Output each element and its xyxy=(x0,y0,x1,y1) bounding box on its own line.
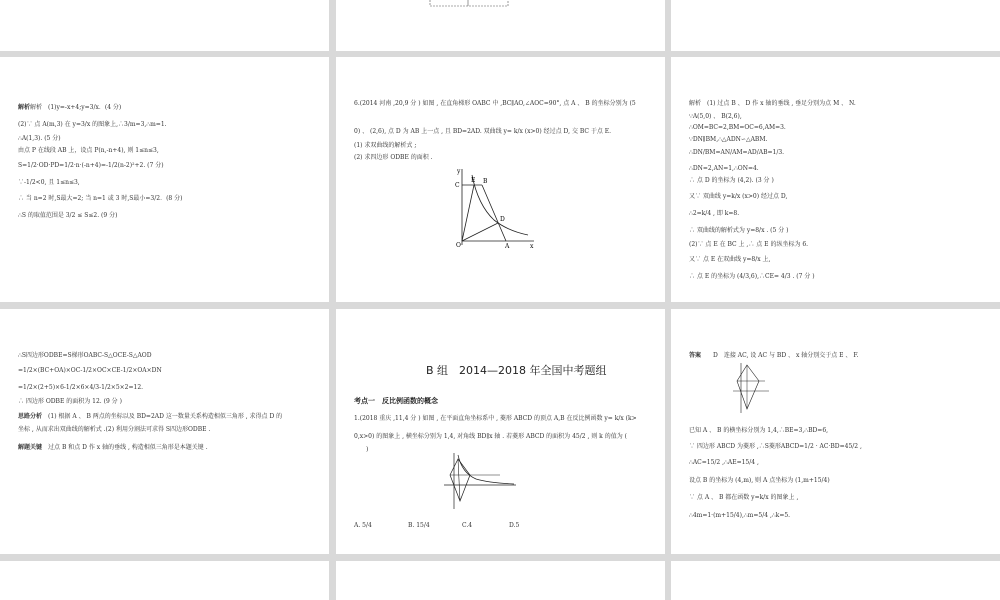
slide-top-center xyxy=(336,0,665,51)
slide-solution-problem-6-part-2 xyxy=(0,309,329,554)
trapezoid-hyperbola-figure xyxy=(448,165,538,250)
analysis-line: 坐标 , 从而求出双曲线的解析式 .(2) 利用分割法可求得 S四边形ODBE . xyxy=(18,426,211,433)
slide-top-right xyxy=(671,0,1000,51)
solution-line: ∴ 双曲线的解析式为 y=8/x . (5 分 ) xyxy=(689,227,789,234)
key-point-line: 解题关键 过点 B 和点 D 作 x 轴的垂线 , 构造相似三角形是本题关键 . xyxy=(18,444,208,451)
slide-bottom-right xyxy=(671,561,1000,600)
slide-answer-problem-1 xyxy=(671,309,1000,554)
problem-line: 1.(2018 重庆 ,11,4 分 ) 如图 , 在平面直角坐标系中 , 菱形 ABCD 的顶点 A,B 在反比例函数 y= k/x (k> xyxy=(354,415,637,422)
solution-line: ∴A(1,3). (5 分) xyxy=(18,135,61,142)
solution-line: (2)∵ 点 E 在 BC 上 ,∴ 点 E 的纵坐标为 6. xyxy=(689,241,809,248)
solution-line: ∴DN=2,AN=1,∴ON=4. xyxy=(689,165,759,172)
solution-line: 由点 P 在线段 AB 上，设点 P(n,-n+4), 则 1≤n≤3, xyxy=(18,147,159,154)
solution-line: =1/2×(2+5)×6-1/2×6×4/3-1/2×5×2=12. xyxy=(18,384,144,391)
figure-label-c: C xyxy=(455,182,460,189)
slide-solution-part-2 xyxy=(0,57,329,302)
solution-line: ∴DN/BM=AN/AM=AD/AB=1/3. xyxy=(689,149,785,156)
solution-line: 解析 (1) 过点 B 、 D 作 x 轴的垂线 , 垂足分别为点 M 、 N. xyxy=(689,100,856,107)
rhombus-hyperbola-figure xyxy=(440,451,520,511)
solution-line: ∴ 当 n=2 时,S最大=2; 当 n=1 或 3 时,S最小=3/2．(8 分) xyxy=(18,195,183,202)
solution-line: ∴S 的取值范围是 3/2 ≤ S≤2. (9 分) xyxy=(18,212,118,219)
solution-line: ∴S四边形ODBE=S梯形OABC-S△OCE-S△AOD xyxy=(18,352,152,359)
figure-label-o: O xyxy=(456,242,461,249)
figure-label-x: x xyxy=(530,243,534,250)
answer-line: 答案 D 连接 AC, 设 AC 与 BD 、 x 轴分别交于点 E 、 F. xyxy=(689,352,859,359)
analysis-line: 思路分析 (1) 根据 A 、 B 两点的坐标以及 BD=2AD 这一数量关系构造相似三角形 , 求得点 D 的 xyxy=(18,413,283,420)
problem-line: (2) 求四边形 ODBE 的面积 . xyxy=(354,154,433,161)
slide-problem-6 xyxy=(336,57,665,302)
solution-line: 又∵ 点 E 在双曲线 y=8/x 上, xyxy=(689,256,771,263)
problem-line: 6.(2014 河南 ,20,9 分 ) 如图 , 在直角梯形 OABC 中 ,BC∥AO,∠AOC=90°, 点 A 、 B 的坐标分别为 (5 xyxy=(354,100,636,107)
solution-line: ∴ 点 E 的坐标为 (4/3,6),∴CE= 4/3 . (7 分 ) xyxy=(689,273,815,280)
option-b: B. 15/4 xyxy=(408,522,430,529)
figure-label-y: y xyxy=(457,168,461,175)
problem-line: (1) 求双曲线的解析式 ; xyxy=(354,142,417,149)
option-d: D.5 xyxy=(509,522,520,529)
solution-line: ∵ 点 A 、 B 都在函数 y=k/x 的图象上 , xyxy=(689,494,799,501)
option-c: C.4 xyxy=(462,522,473,529)
slide-group-b-problem-1 xyxy=(336,309,665,554)
option-a: A. 5/4 xyxy=(354,522,372,529)
slide-top-left xyxy=(0,0,329,51)
problem-line: ) xyxy=(366,446,369,453)
solution-line: ∴ 点 D 的坐标为 (4,2). (3 分 ) xyxy=(689,177,774,184)
solution-line: ∴AC=15/2 ,∴AE=15/4 , xyxy=(689,459,759,466)
solution-line: ∴4m=1·(m+15/4),∴m=5/4 ,∴k=5. xyxy=(689,512,791,519)
solution-line: =1/2×(BC+OA)×OC-1/2×OC×CE-1/2×OA×DN xyxy=(18,367,162,374)
solution-line: ∵ 四边形 ABCD 为菱形 ,∴S菱形ABCD=1/2 · AC·BD=45/2 , xyxy=(689,443,862,450)
figure-label-a: A xyxy=(505,243,510,250)
solution-line: ∴ 四边形 ODBE 的面积为 12. (9 分 ) xyxy=(18,398,122,405)
slide-solution-problem-6 xyxy=(671,57,1000,302)
figure-label-b: B xyxy=(483,178,488,185)
knowledge-point-heading: 考点一 反比例函数的概念 xyxy=(354,397,438,405)
solution-line: 设点 B 的坐标为 (4,m), 则 A 点坐标为 (1,m+15/4) xyxy=(689,477,830,484)
solution-line: 已知 A 、 B 的横坐标分别为 1,4,∴BE=3,∴BD=6, xyxy=(689,427,829,434)
solution-line: ∴2=k/4 , 即 k=8. xyxy=(689,210,740,217)
solution-line: 又∵ 双曲线 y=k/x (x>0) 经过点 D, xyxy=(689,193,788,200)
solution-line: (2)∵ 点 A(m,3) 在 y=3/x 的图象上,∴3/m=3,∴m=1. xyxy=(18,121,167,128)
solution-line: ∵A(5,0) 、 B(2,6), xyxy=(689,113,742,120)
solution-line: ∵-1/2<0, 且 1≤n≤3, xyxy=(18,179,80,186)
problem-line: 0) 、 (2,6), 点 D 为 AB 上一点 , 且 BD=2AD. 双曲线 y= k/x (x>0) 经过点 D, 交 BC 于点 E. xyxy=(354,128,612,135)
problem-line: 0,x>0) 的图象上 , 横坐标分别为 1,4, 对角线 BD∥x 轴 . 若菱形 ABCD 的面积为 45/2 , 则 k 的值为 ( xyxy=(354,433,627,440)
solution-line: ∵DN∥BM,∴△ADN∽△ABM. xyxy=(689,136,768,143)
solution-line: ∴OM=BC=2,BM=OC=6,AM=3. xyxy=(689,124,786,131)
group-title: B 组 2014—2018 年全国中考题组 xyxy=(426,364,607,377)
rhombus-diagonal-figure xyxy=(731,361,771,416)
slide-bottom-center xyxy=(336,561,665,600)
slide-bottom-left xyxy=(0,561,329,600)
solution-line: S=1/2·OD·PD=1/2·n·(-n+4)=-1/2(n-2)²+2. (7 分) xyxy=(18,162,164,169)
figure-label-d: D xyxy=(500,216,505,223)
figure-label-e: E xyxy=(471,177,476,184)
solution-line: 解析解析 (1)y=-x+4;y=3/x．(4 分) xyxy=(18,104,122,111)
grid-figure-fragment xyxy=(428,0,528,10)
